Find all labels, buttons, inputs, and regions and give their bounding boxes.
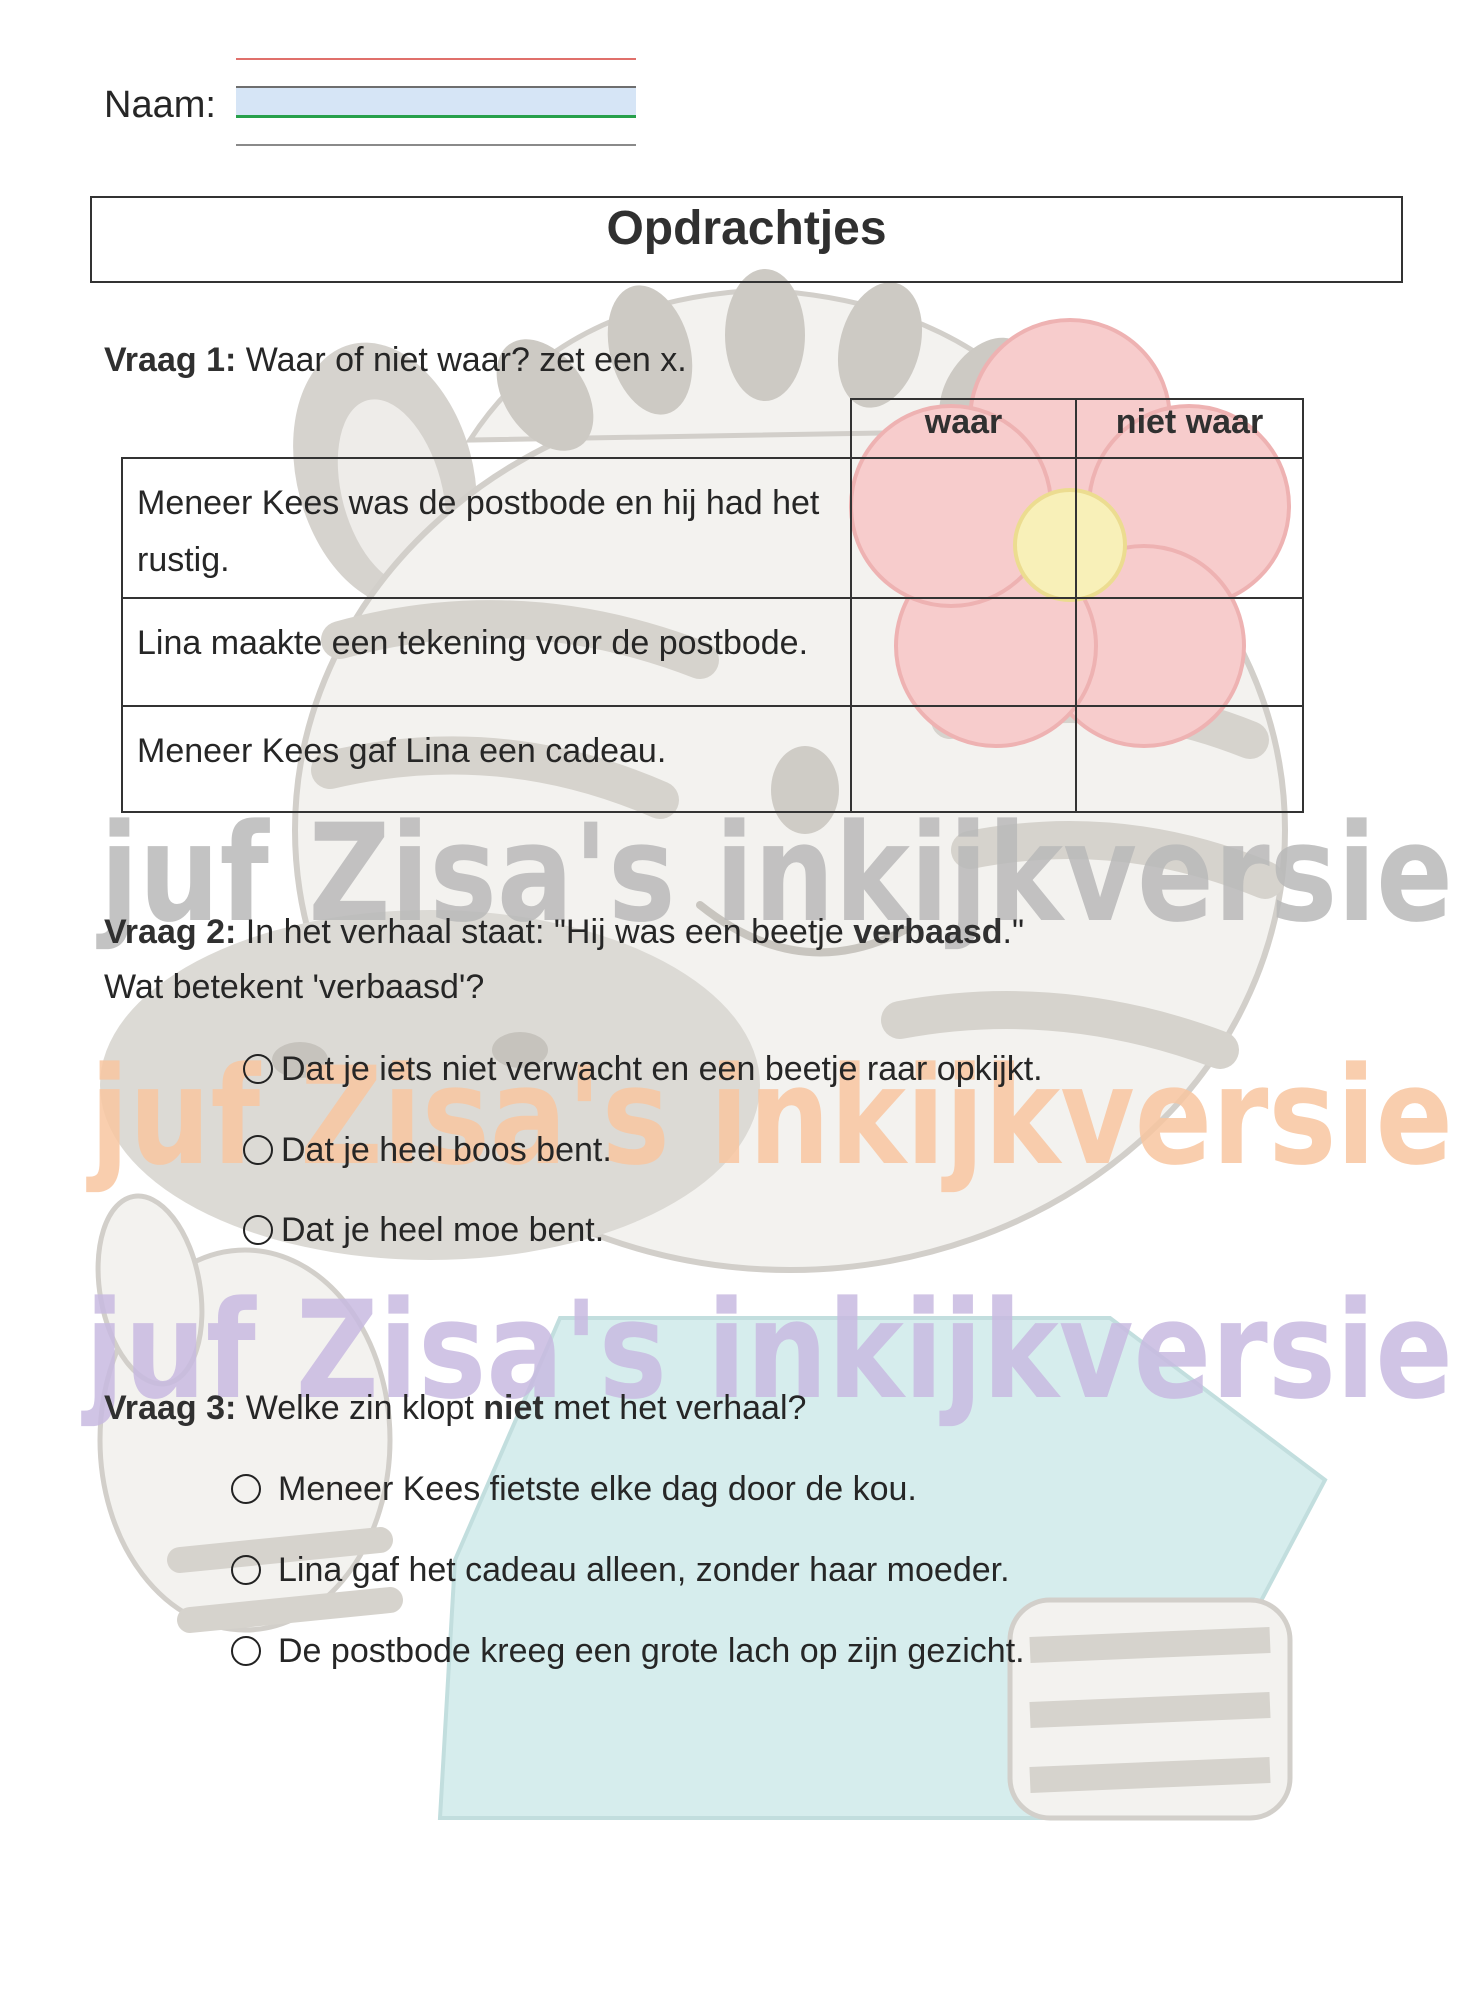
vraag1-label: Vraag 1: [104, 341, 237, 379]
vraag2-option-2[interactable] [243, 1130, 612, 1170]
vraag1-text: Waar of niet waar? zet een x. [245, 341, 687, 379]
vraag2-option-1[interactable] [243, 1049, 1043, 1089]
name-writing-lines[interactable] [236, 50, 636, 150]
table-header-row [122, 399, 1303, 458]
radio-circle-icon[interactable] [231, 1474, 261, 1504]
vraag2-label: Vraag 2: [104, 913, 237, 951]
name-line-lower [236, 144, 636, 146]
statement-cell: Meneer Kees gaf Lina een cadeau. [122, 706, 851, 812]
vraag2-option-3[interactable] [243, 1210, 604, 1250]
vraag2-line-1 [104, 905, 1024, 960]
answer-cell-waar[interactable] [851, 458, 1076, 598]
vraag3-prompt [104, 1388, 806, 1428]
statement-cell: Lina maakte een tekening voor de postbode. [122, 598, 851, 706]
answer-cell-niet-waar[interactable] [1076, 598, 1303, 706]
vraag3-option-1[interactable] [231, 1469, 917, 1509]
table-corner-empty [122, 399, 851, 458]
true-false-table [121, 398, 1304, 813]
option-text: Lina gaf het cadeau alleen, zonder haar moeder. [278, 1551, 1010, 1589]
mane-stripe [725, 269, 805, 401]
option-text: De postbode kreeg een grote lach op zijn gezicht. [278, 1632, 1025, 1670]
table-row [122, 598, 1303, 706]
title-box [90, 196, 1403, 283]
vraag2-text-after: ." [1002, 913, 1025, 951]
answer-cell-waar[interactable] [851, 598, 1076, 706]
radio-circle-icon[interactable] [243, 1135, 273, 1165]
vraag2-text-before: In het verhaal staat: "Hij was een beetje [245, 913, 844, 951]
name-line-fill [236, 88, 636, 115]
option-text: Dat je iets niet verwacht en een beetje raar opkijkt. [281, 1050, 1043, 1088]
option-text: Dat je heel boos bent. [281, 1131, 612, 1169]
name-line-top [236, 58, 636, 60]
radio-circle-icon[interactable] [243, 1054, 273, 1084]
vraag3-text-before: Welke zin klopt [245, 1389, 474, 1427]
watermark-text-orange: juf Zisa's inkijkversie [85, 1038, 1454, 1195]
page-title: Opdrachtjes [606, 202, 887, 255]
vraag3-text-after: met het verhaal? [553, 1389, 807, 1427]
answer-cell-niet-waar[interactable] [1076, 706, 1303, 812]
vraag1-prompt [104, 340, 687, 380]
statement-cell: Meneer Kees was de postbode en hij had het rustig. [122, 458, 851, 598]
radio-circle-icon[interactable] [231, 1555, 261, 1585]
vraag3-label: Vraag 3: [104, 1389, 237, 1427]
table-row [122, 706, 1303, 812]
watermark-text-gray: juf Zisa's inkijkversie [95, 795, 1453, 952]
column-header-niet-waar: niet waar [1076, 399, 1303, 458]
name-label: Naam: [104, 84, 216, 126]
option-text: Dat je heel moe bent. [281, 1211, 605, 1249]
name-line-base [236, 115, 636, 118]
option-text: Meneer Kees fietste elke dag door de kou. [278, 1470, 917, 1508]
vraag3-bold-word: niet [483, 1389, 544, 1427]
vraag3-option-3[interactable] [231, 1631, 1025, 1671]
answer-cell-waar[interactable] [851, 706, 1076, 812]
table-row [122, 458, 1303, 598]
vraag2-subtext: Wat betekent 'verbaasd'? [104, 968, 485, 1006]
radio-circle-icon[interactable] [243, 1215, 273, 1245]
zebra-legs [1010, 1600, 1290, 1818]
vraag3-option-2[interactable] [231, 1550, 1010, 1590]
watermark-text-purple: juf Zisa's inkijkversie [80, 1272, 1454, 1429]
radio-circle-icon[interactable] [231, 1636, 261, 1666]
vraag2-bold-word: verbaasd [853, 913, 1003, 951]
column-header-waar: waar [851, 399, 1076, 458]
answer-cell-niet-waar[interactable] [1076, 458, 1303, 598]
vraag2-prompt [104, 905, 1024, 1015]
watermark [81, 795, 1453, 1429]
